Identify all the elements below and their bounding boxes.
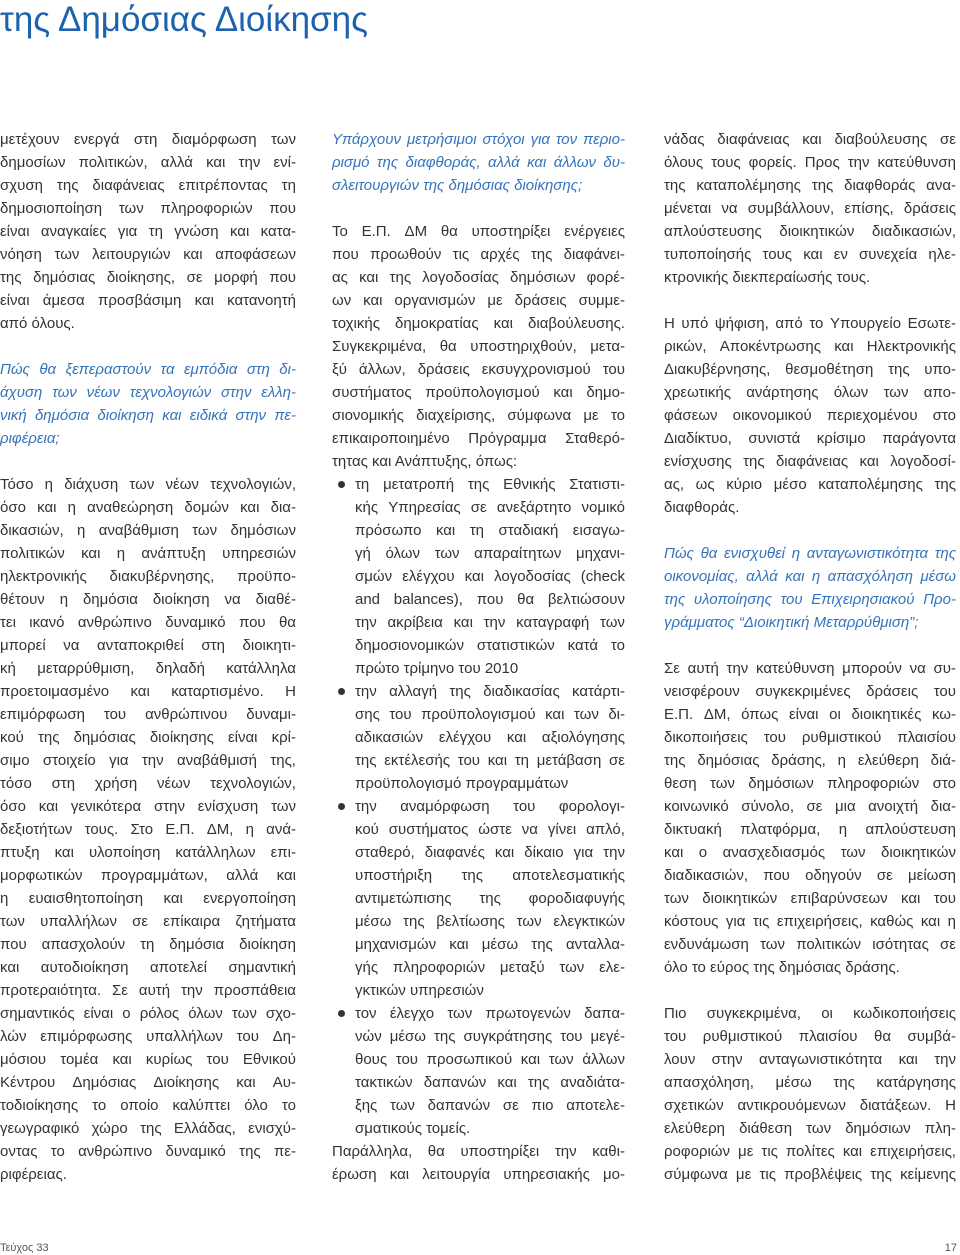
text-line: μορφωτικών προγραμμάτων, αλλά και [0, 867, 296, 884]
text-line: θους του προσωπικού και των άλλων [355, 1051, 625, 1068]
text-line: των διοικητικών επιβαρύνσεων και του [664, 890, 956, 907]
text-line: και ο ανασχεδιασμός των διοικητικών [664, 844, 956, 861]
issue-number: Τεύχος 33 [0, 1242, 49, 1254]
text-line: γεωγραφικό χώρο της Ελλάδας, ενισχύ- [0, 1120, 296, 1137]
text-line: προετοιμασμένο και καταρτισμένο. Η [0, 683, 296, 700]
question-heading [664, 542, 956, 634]
text-line: απασχόληση, μέσω της κατάργησης [664, 1074, 956, 1091]
paragraph-continuation [332, 1140, 625, 1186]
bullet-item [332, 1002, 625, 1140]
text-line: σχετικών αντικρουόμενων διατάξεων. Η [664, 1097, 956, 1114]
text-line: ενίσχυσης της διαφάνειας και λογοδοσί- [664, 453, 956, 470]
text-line: που προωθούν τις αρχές της διαφάνει- [332, 246, 625, 263]
text-line: την αλλαγή της διαδικασίας κατάρτι- [355, 683, 625, 700]
bullet-text [355, 473, 625, 680]
text-line: Διαδίκτυο, συνιστά κρίσιμο παράγοντα [664, 430, 956, 447]
text-line: της εκτέλεσής του και τη μετάβαση σε [355, 752, 625, 769]
text-line: νών μέσω της συγκράτησης του μεγέ- [355, 1028, 625, 1045]
text-line: ρισμό της διαφθοράς, αλλά και άλλων δυ- [332, 154, 625, 171]
text-line: όλο το εύρος της δημόσιας δράσης. [664, 959, 900, 976]
text-line: τόσο στη χρήση νέων τεχνολογιών, [0, 775, 296, 792]
page-title: της Δημόσιας Διοίκησης [0, 0, 368, 39]
text-line: Σε αυτή την κατεύθυνση μπορούν να συ- [664, 660, 956, 677]
text-line: πρώτο τρίμηνο του 2010 [355, 660, 519, 677]
text-line: ρικών, Αποκέντρωσης και Ηλεκτρονικής [664, 338, 956, 355]
bullet-item [332, 680, 625, 795]
text-line: πολιτικών και η ανάπτυξη υπηρεσιών [0, 545, 296, 562]
text-line: όσο και η αναθεώρηση δομών και δια- [0, 499, 296, 516]
text-line: σμών ελέγχου και λογοδοσίας (check [355, 568, 625, 585]
text-line: όλους τους φορείς. Προς την κατεύθυνση [664, 154, 956, 171]
text-line: δημοσιοποίηση των πληροφοριών που [0, 200, 296, 217]
text-line: νόηση των λειτουργιών και αποφάσεων [0, 246, 296, 263]
text-line: δημοσίων πολιτικών, αλλά και την ενί- [0, 154, 296, 171]
text-line: Πώς θα ξεπεραστούν τα εμπόδια στη δι- [0, 361, 296, 378]
text-line: των υπαλλήλων σε επίκαιρα ζητήματα [0, 913, 296, 930]
bullet-text [355, 795, 625, 1002]
column-1 [0, 128, 296, 1186]
bullet-text [355, 1002, 625, 1140]
text-line: νική δημόσια διοίκηση και ειδικά στην πε- [0, 407, 296, 424]
bullet-icon [338, 688, 345, 695]
text-line: and balances), που θα βελτιώσουν [355, 591, 625, 608]
text-line: Παράλληλα, θα υποστηρίξει την καθι- [332, 1143, 625, 1160]
text-line: τακτικών δαπανών και της αναδιάτα- [355, 1074, 625, 1091]
text-line: που απασχολούν τη δημόσια διοίκηση [0, 936, 296, 953]
text-line: ροφοριών με τις πολίτες και επιχειρήσεις, [664, 1143, 956, 1160]
text-line: ων και οργανισμών με δράσεις συμμε- [332, 292, 625, 309]
text-line: λών επιμόρφωσης υπαλλήλων του Δη- [0, 1028, 296, 1045]
text-line: προϋπολογισμό προγραμμάτων [355, 775, 569, 792]
bullet-item [332, 795, 625, 1002]
text-line: σημαντικός είναι ο ρόλος όλων των σχο- [0, 1005, 296, 1022]
paragraph-intro [332, 220, 625, 473]
text-line: τητας και Ανάπτυξης, όπως: [332, 453, 518, 470]
paragraph [664, 1002, 956, 1186]
text-line: πτυξη και υλοποίηση κατάλληλων επι- [0, 844, 296, 861]
text-line: υποστήριξη της αποτελεσματικής [355, 867, 625, 884]
text-line: διαφθοράς. [664, 499, 740, 516]
text-line: Συγκεκριμένα, θα υποστηριχθούν, μετα- [332, 338, 625, 355]
text-line: Κέντρου Δημόσιας Διοίκησης και Αυ- [0, 1074, 296, 1091]
text-line: πρόσωπο και τη σταδιακή εισαγω- [355, 522, 625, 539]
text-line: ηλεκτρονικής διακυβέρνησης, προϋπο- [0, 568, 296, 585]
text-line: κοινωνικό σύνολο, σε μια ανοιχτή δια- [664, 798, 956, 815]
text-line: ας και της λογοδοσίας δημόσιων φορέ- [332, 269, 625, 286]
text-line: γής πληροφοριών μεταξύ των ελε- [355, 959, 625, 976]
text-line: δεξιοτήτων τους. Στο Ε.Π. ΔΜ, η ανά- [0, 821, 296, 838]
bullet-icon [338, 481, 345, 488]
text-line: δικοποιήσεις του ρυθμιστικού πλαισίου [664, 729, 956, 746]
text-line: φάσεων οικονομικού περιεχομένου στο [664, 407, 956, 424]
text-line: οικονομίας, αλλά και η απασχόληση μέσω [664, 568, 956, 585]
paragraph [0, 473, 296, 1186]
text-line: αντιμετώπισης της φοροδιαφυγής [355, 890, 625, 907]
text-line: τοδιοίκησης το οποίο καλύπτει όλο το [0, 1097, 296, 1114]
text-line: δικτυακή πλατφόρμα, η απλούστευση [664, 821, 956, 838]
text-line: τον έλεγχο των πρωτογενών δαπα- [355, 1005, 625, 1022]
text-line: νεισφέρουν συγκεκριμένες δράσεις του [664, 683, 956, 700]
text-line: επικαιροποιημένο Πρόγραμμα Σταθερό- [332, 430, 625, 447]
page-number: 17 [944, 1242, 957, 1254]
text-line: της δημόσιας διοίκησης, σε μορφή που [0, 269, 296, 286]
text-line: της δημόσιας δράσης, η ελεύθερη διά- [664, 752, 956, 769]
text-line: τη μετατροπή της Εθνικής Στατιστι- [355, 476, 625, 493]
bullet-icon [338, 1010, 345, 1017]
question-heading [332, 128, 625, 197]
text-line: από όλους. [0, 315, 75, 332]
text-line: λουν στην ανταγωνιστικότητα και την [664, 1051, 956, 1068]
text-line: ξύ άλλων, δράσεις εκσυγχρονισμού του [332, 361, 625, 378]
text-line: Το Ε.Π. ΔΜ θα υποστηρίξει ενέργειες [332, 223, 625, 240]
text-line: ξης των δαπανών σε πιο αποτελε- [355, 1097, 625, 1114]
text-line: κής Υπηρεσίας σε ανεξάρτητο νομικό [355, 499, 625, 516]
text-line: η ευαισθητοποίηση και ενεργοποίηση [0, 890, 296, 907]
text-line: του ρυθμιστικού πλαισίου θα συμβά- [664, 1028, 956, 1045]
text-line: είναι άμεσα προσβάσιμη και κατανοητή [0, 292, 296, 309]
text-line: μέσω της βελτίωσης των ελεγκτικών [355, 913, 625, 930]
bullet-text [355, 680, 625, 795]
text-line: σματικούς τομείς. [355, 1120, 471, 1137]
text-line: ενδυνάμωση των πολιτικών ισότητας σε [664, 936, 956, 953]
text-line: κού συστήματος ώστε να γίνει απλό, [355, 821, 625, 838]
text-line: μόσιου τομέα και κυρίως του Εθνικού [0, 1051, 296, 1068]
text-line: την αναμόρφωση του φορολογι- [355, 798, 625, 815]
text-line: σης του προϋπολογισμού και των δι- [355, 706, 625, 723]
text-line: χρεωτικής ανάρτησης όλων των απο- [664, 384, 956, 401]
text-line: μετέχουν ενεργά στη διαμόρφωση των [0, 131, 296, 148]
text-line: γκτικών υπηρεσιών [355, 982, 484, 999]
text-line: άχυση των νέων τεχνολογιών στην ελλη- [0, 384, 296, 401]
text-line: οντας το ανθρώπινο δυναμικό της πε- [0, 1143, 296, 1160]
paragraph [664, 657, 956, 979]
text-line: τει ικανό ανθρώπινο δυναμικό που θα [0, 614, 296, 631]
text-line: συστήματος προϋπολογισμού και δημο- [332, 384, 625, 401]
text-line: ελεύθερη διάθεση των δημόσιων πλη- [664, 1120, 956, 1137]
text-line: Διακυβέρνησης, θεσμοθέτηση της υπο- [664, 361, 956, 378]
text-line: αδικασιών ελέγχου και αξιολόγησης [355, 729, 625, 746]
page-footer [0, 1241, 957, 1255]
text-line: σταθερό, διαφανές και δίκαιο για την [355, 844, 625, 861]
text-line: ριφέρεια; [0, 430, 60, 447]
text-line: έρωση και λειτουργία υπηρεσιακής μο- [332, 1166, 625, 1183]
text-line: Ε.Π. ΔΜ, όπως είναι οι διοικητικές κω- [664, 706, 956, 723]
bullet-list [332, 473, 625, 1140]
paragraph [664, 128, 956, 289]
text-line: είναι αναγκαίες για τη γνώση και κατα- [0, 223, 296, 240]
text-line: γράμματος “Διοικητική Μεταρρύθμιση”; [664, 614, 919, 631]
text-line: δικασιών, η αναβάθμιση των δημόσιων [0, 522, 296, 539]
text-line: σλειτουργιών της δημόσιας διοίκησης; [332, 177, 583, 194]
text-line: νάδας διαφάνειας και διαβούλευσης σε [664, 131, 956, 148]
text-line: σύμφωνα με τις προβλέψεις της κείμενης [664, 1166, 956, 1183]
text-line: της υλοποίησης του Επιχειρησιακού Προ- [664, 591, 956, 608]
paragraph [332, 220, 625, 1186]
question-heading [0, 358, 296, 450]
text-line: ας, ως κύριο μέσο καταπολέμησης της [664, 476, 956, 493]
text-line: δημοσιονομικών στατιστικών κατά το [355, 637, 625, 654]
text-line: την ακρίβεια και την καταγραφή των [355, 614, 625, 631]
paragraph [0, 128, 296, 335]
text-line: της καταπολέμησης της διαφθοράς ανα- [664, 177, 956, 194]
text-line: διαδικασιών, που οδηγούν σε μείωση [664, 867, 956, 884]
text-line: όσο και γενικότερα στην ενίσχυση των [0, 798, 296, 815]
text-line: μένεται να συμβάλλουν, επίσης, δράσεις [664, 200, 956, 217]
text-line: Η υπό ψήφιση, από το Υπουργείο Εσωτε- [664, 315, 956, 332]
text-line: θέτουν η δημόσια διοίκηση να διαθέ- [0, 591, 296, 608]
text-line: σιμο στοιχείο για την αναβάθμισή της, [0, 752, 296, 769]
bullet-icon [338, 803, 345, 810]
text-line: Πώς θα ενισχυθεί η ανταγωνιστικότητα της [664, 545, 956, 562]
paragraph [664, 312, 956, 519]
text-line: κή μεταρρύθμιση, δηλαδή κατάλληλα [0, 660, 296, 677]
text-line: τοχικής δημοκρατίας και διαβούλευσης. [332, 315, 625, 332]
text-line: προτεραιότητα. Σε αυτή την προσπάθεια [0, 982, 296, 999]
text-line: κού της δημόσιας διοίκησης είναι κρί- [0, 729, 296, 746]
text-line: σιονομικής διαχείρισης, σύμφωνα με το [332, 407, 625, 424]
text-line: μπορεί να ανταποκριθεί στη διοικητι- [0, 637, 296, 654]
text-line: Υπάρχουν μετρήσιμοι στόχοι για τον περιο- [332, 131, 625, 148]
text-line: σχυση της διαφάνειας επιτρέποντας τη [0, 177, 296, 194]
text-line: κόστους για τις επιχειρήσεις, καθώς και η [664, 913, 956, 930]
column-3 [664, 128, 956, 1186]
text-line: και αυτοδιοίκηση αποτελεί σημαντική [0, 959, 296, 976]
text-line: ριφέρειας. [0, 1166, 67, 1183]
text-line: τυποποίησής τους και εν συνεχεία ηλε- [664, 246, 956, 263]
text-line: Πιο συγκεκριμένα, οι κωδικοποιήσεις [664, 1005, 956, 1022]
text-line: μηχανισμών και μέσω της ανταλλα- [355, 936, 625, 953]
text-line: γή όλων των απαραίτητων μηχανι- [355, 545, 625, 562]
text-line: θεση των δημόσιων πληροφοριών στο [664, 775, 956, 792]
bullet-item [332, 473, 625, 680]
text-line: Τόσο η διάχυση των νέων τεχνολογιών, [0, 476, 296, 493]
text-line: απλούστευσης διοικητικών διαδικασιών, [664, 223, 956, 240]
text-line: κτρονικής διεκπεραίωσής τους. [664, 269, 871, 286]
column-2 [332, 128, 625, 1186]
text-line: επιμόρφωση του ανθρώπινου δυναμι- [0, 706, 296, 723]
